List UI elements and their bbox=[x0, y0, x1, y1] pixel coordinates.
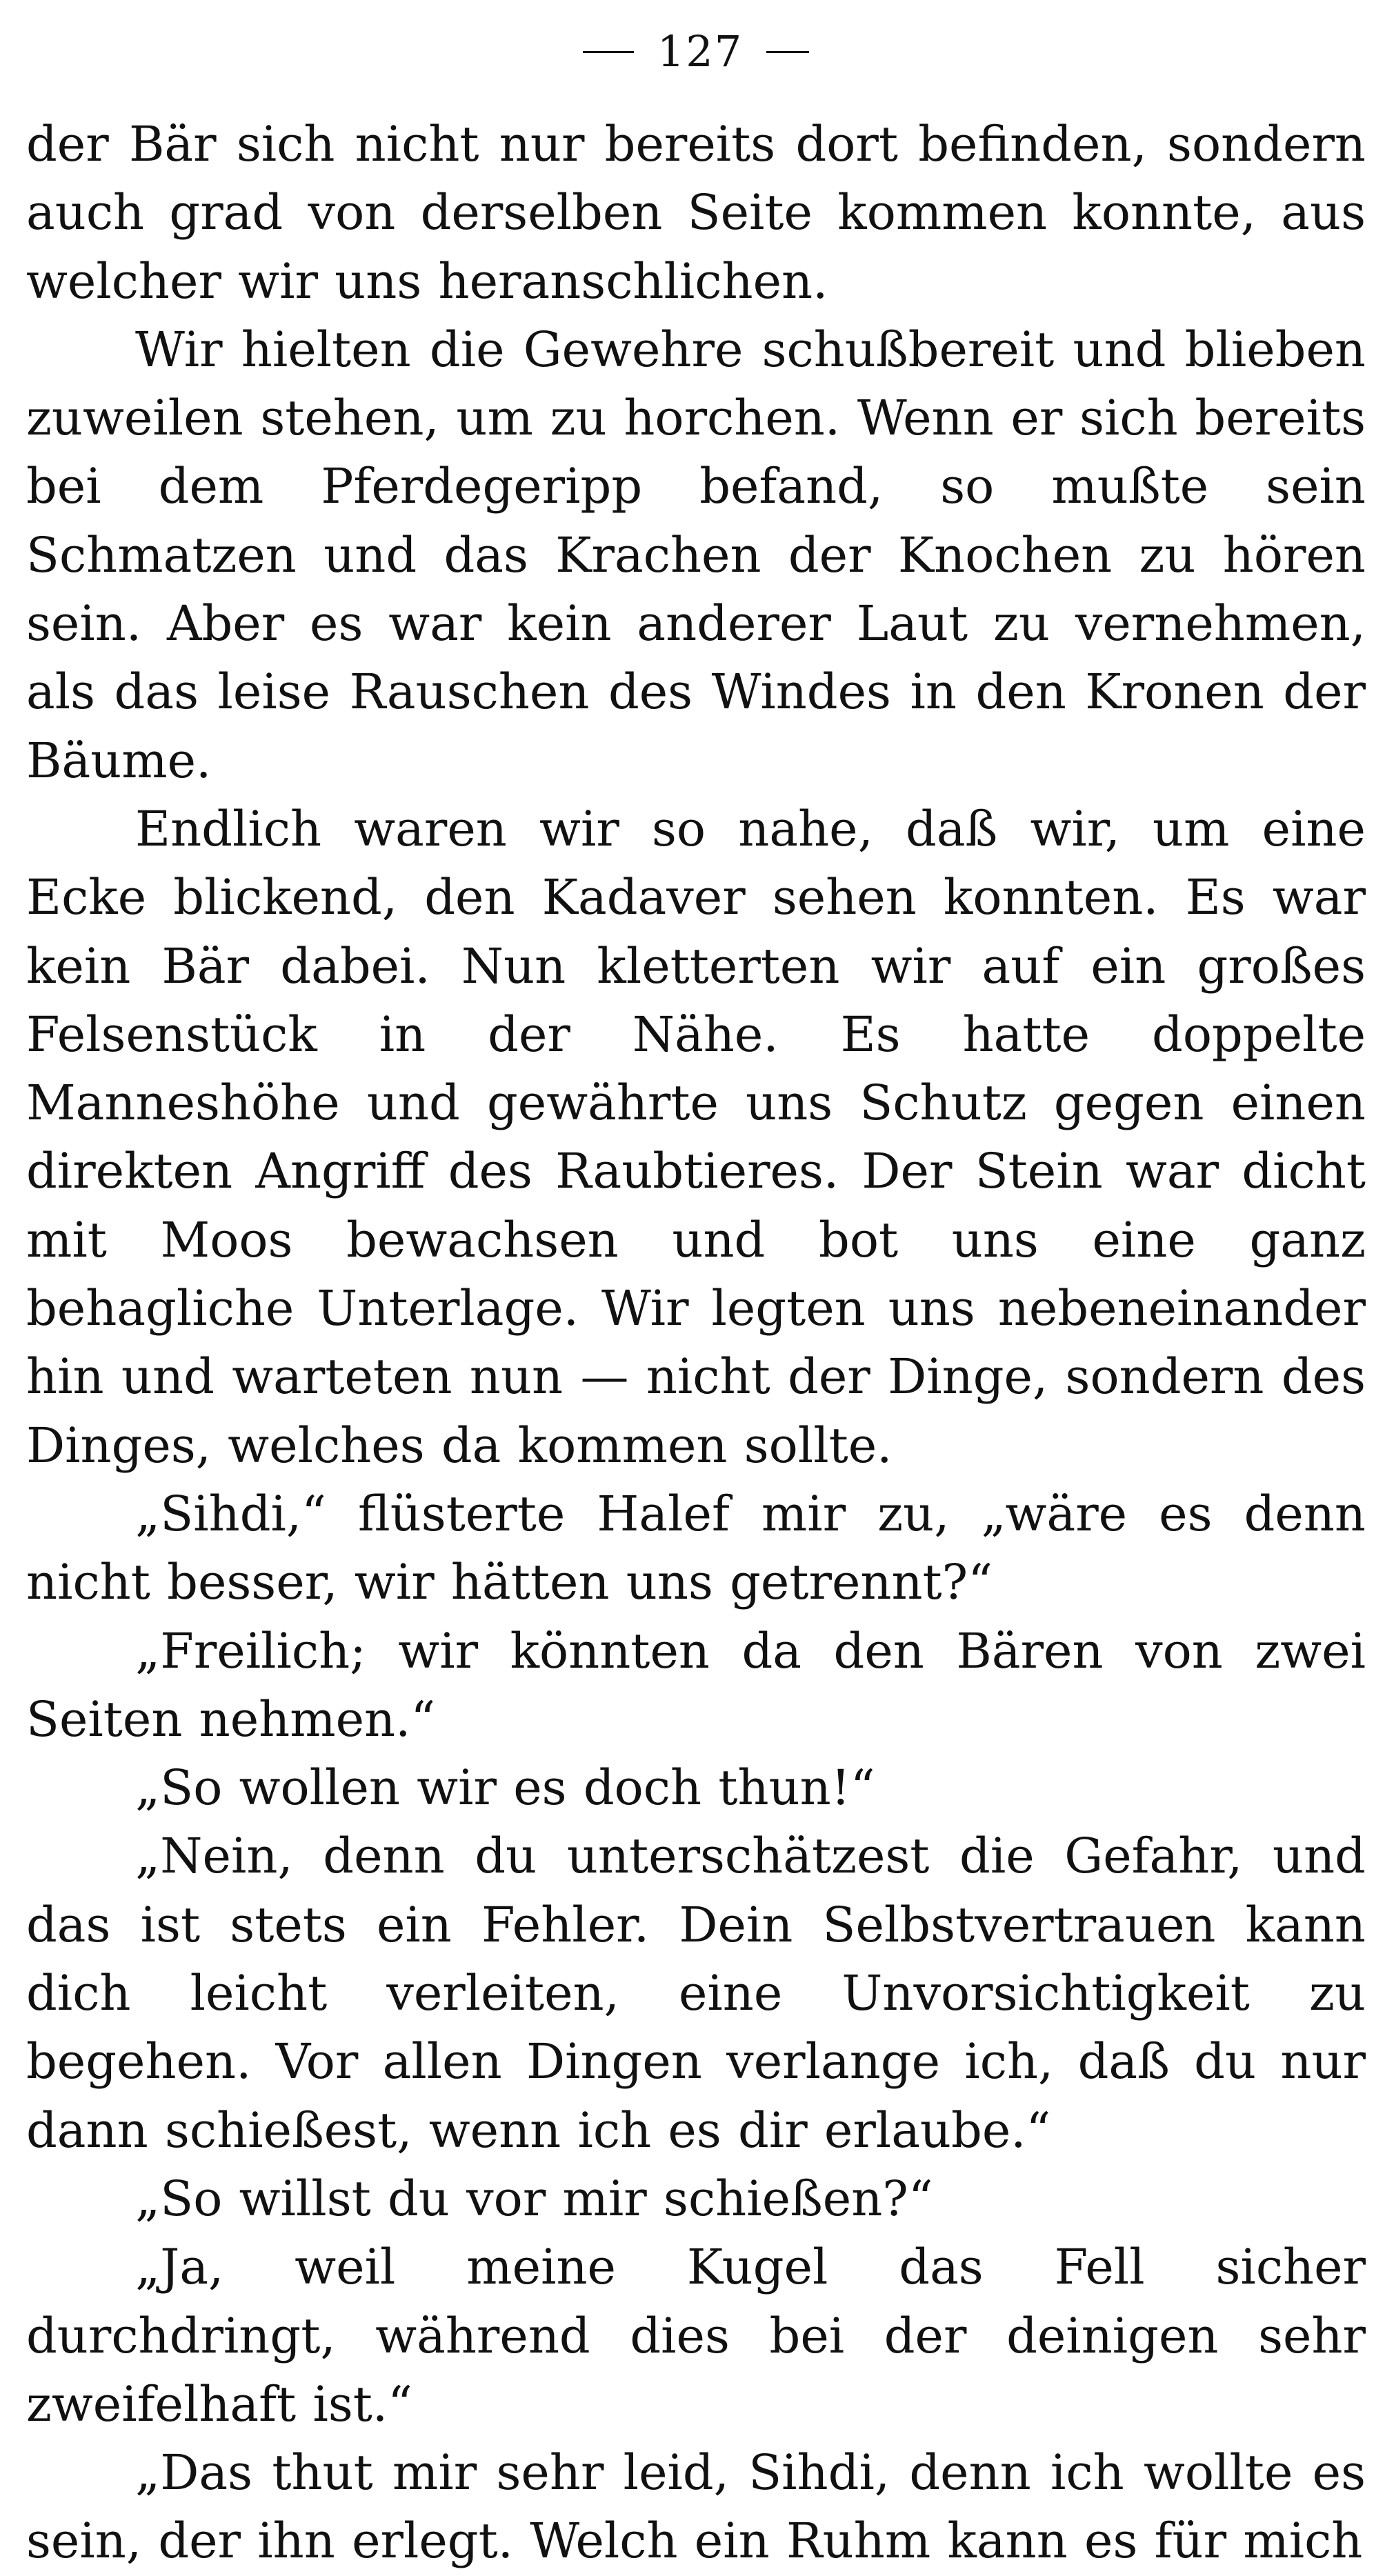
paragraph-10: „Das thut mir sehr leid, Sihdi, denn ich wollte es sein, der ihn erlegt. Welch ein Ruhm kann es für mich bbox=[26, 2444, 1366, 2570]
page-header bbox=[26, 0, 1366, 103]
paragraph-3: Endlich waren wir so nahe, daß wir, um eine Ecke blickend, den Kadaver sehen konnten. Es war kein Bär dabei. Nun kletterten wir auf ein großes Felsenstück in der Nähe. Es hatte doppelte Manneshöhe und gewährte uns Schutz gegen einen direkten Angriff des Raubtieres. Der Stein war dicht mit Moos bewachsen und bot uns eine ganz behagliche Unterlage. Wir legten uns nebeneinander hin und warteten nun — nicht der Dinge, sondern des Dinges, welches da kommen sollte. bbox=[26, 800, 1366, 1474]
paragraph-6: „So wollen wir es doch thun!“ bbox=[135, 1759, 875, 1817]
paragraph-7: „Nein, denn du unterschätzest die Gefahr, und das ist stets ein Fehler. Dein Selbstvertrauen kann dich leicht verleiten, eine Unvorsichtigkeit zu begehen. Vor allen Dingen verlange ich, daß du nur dann schießest, wenn ich es dir erlaube.“ bbox=[26, 1828, 1366, 2159]
body-text bbox=[26, 110, 1366, 2576]
book-page bbox=[26, 0, 1366, 2570]
paragraph-1: der Bär sich nicht nur bereits dort befinden, sondern auch grad von derselben Seite kommen konnte, aus welcher wir uns heranschlichen. bbox=[26, 116, 1366, 310]
page-number: 127 bbox=[657, 26, 744, 77]
paragraph-2: Wir hielten die Gewehre schußbereit und blieben zuweilen stehen, um zu horchen. Wenn er sich bereits bei dem Pferdegeripp befand, so mußte sein Schmatzen und das Krachen der Knochen zu hören sein. Aber es war kein anderer Laut zu vernehmen, als das leise Rauschen des Windes in den Kronen der Bäume. bbox=[26, 321, 1366, 789]
paragraph-4: „Sihdi,“ flüsterte Halef mir zu, „wäre es denn nicht besser, wir hätten uns getrennt?“ bbox=[26, 1485, 1366, 1611]
paragraph-5: „Freilich; wir könnten da den Bären von zwei Seiten nehmen.“ bbox=[26, 1622, 1366, 1748]
paragraph-9: „Ja, weil meine Kugel das Fell sicher durchdringt, während dies bei der deinigen sehr zweifelhaft ist.“ bbox=[26, 2239, 1366, 2433]
paragraph-8: „So willst du vor mir schießen?“ bbox=[135, 2170, 933, 2227]
header-dash-right bbox=[766, 51, 809, 53]
header-dash-left bbox=[583, 51, 634, 53]
